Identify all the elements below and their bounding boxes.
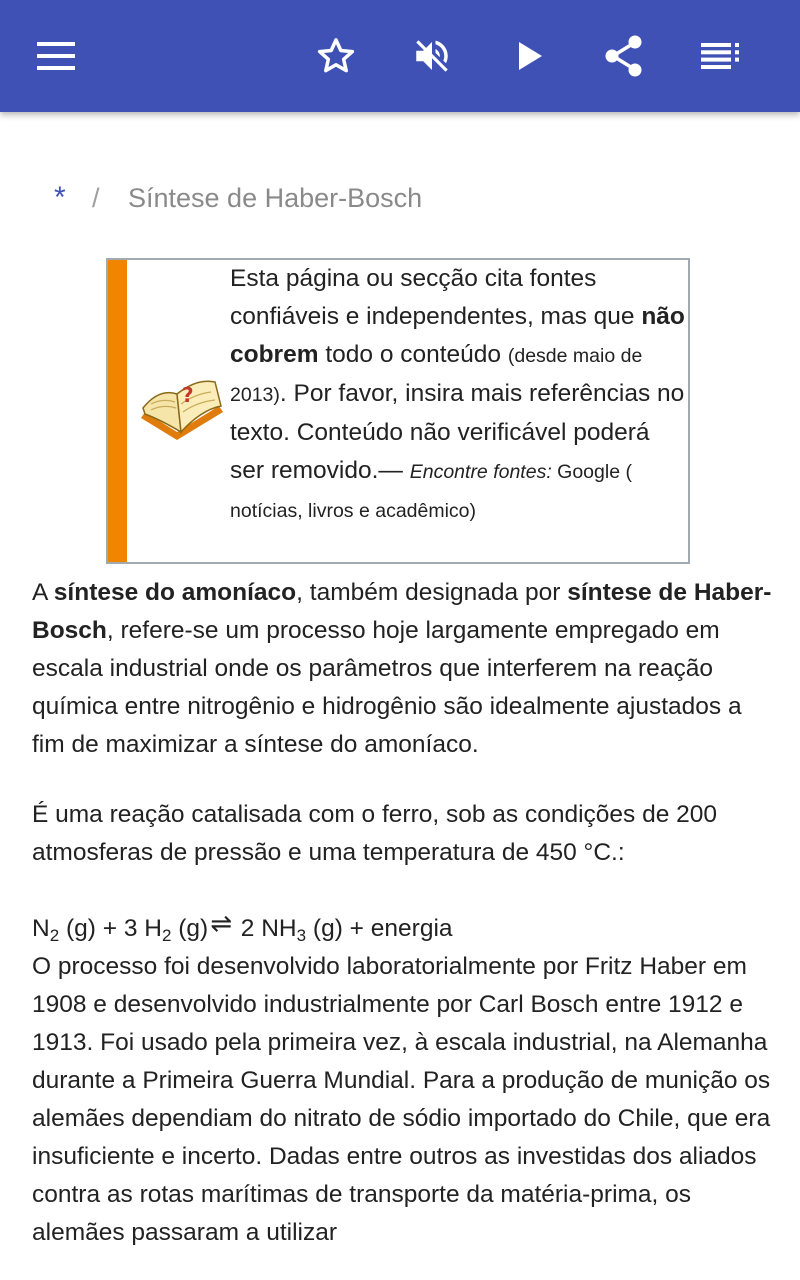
star-outline-icon [315,35,357,77]
article-paragraph-2: É uma reação catalisada com o ferro, sob as condições de 200 atmosferas de pressão e uma temperatura de 450 °C.: [32,801,718,866]
breadcrumb-home-link[interactable]: * [54,181,66,214]
find-sources-label: Encontre fontes: [409,461,552,483]
article-paragraph-1: A síntese do amoníaco, também designada por síntese de Haber-Bosch, refere-se um processo hoje largamente empregado em escala industrial onde os parâmetros que interferem na reação química entre nitrogênio e hidrogênio são idealmente ajustados a fim de maximizar a síntese do amoníaco. [32,579,772,758]
mute-button[interactable] [404,28,460,84]
notice-accent-bar [108,260,127,562]
play-icon [516,40,544,72]
find-sources-links[interactable]: Google ( notícias, livros e acadêmico) [230,461,632,522]
open-book-icon [137,374,225,446]
breadcrumb-current: Síntese de Haber-Bosch [128,183,423,213]
bookmark-button[interactable] [308,28,364,84]
svg-text:?: ? [182,383,194,407]
menu-icon [37,42,75,70]
article-paragraph-3: O processo foi desenvolvido laboratorialmente por Fritz Haber em 1908 e desenvolvido industrialmente por Carl Bosch entre 1912 e 1913. Foi usado pela primeira vez, à escala industrial, na Alemanha durante a Primeira Guerra Mundial. Para a produção de munição os alemães dependiam do nitrato de sódio importado do Chile, que era insuficiente e incerto. Dadas entre outros as investidas dos aliados contra as rotas marítimas de transporte da matéria-prima, os alemães passaram a utilizar [32,953,771,1246]
citation-notice-box [106,258,690,564]
article-body [32,574,778,1252]
play-button[interactable] [502,28,558,84]
notice-date: (desde maio de 2013) [230,345,643,406]
toc-icon [701,43,739,69]
menu-button[interactable] [28,28,84,84]
share-button[interactable] [596,28,652,84]
equilibrium-arrow: ⇌ [210,908,232,938]
app-bar [0,0,800,112]
contents-button[interactable] [692,28,748,84]
breadcrumb [0,176,800,220]
share-icon [604,35,644,77]
chemical-equation: $N_2$ (g) + 3 $H_2$ (g)⇌ 2 $NH_3$ (g) + energia [32,904,778,948]
notice-text: Esta página ou secção cita fontes confiáveis e independentes, mas que não cobrem todo o conteúdo (desde maio de 2013). Por favor, insira mais referências no texto. Conteúdo não verificável poderá ser removido.— Encontre fontes: Google ( notícias, livros e acadêmico) [230,265,685,522]
volume-off-icon [411,35,453,77]
breadcrumb-separator: / [92,183,100,213]
